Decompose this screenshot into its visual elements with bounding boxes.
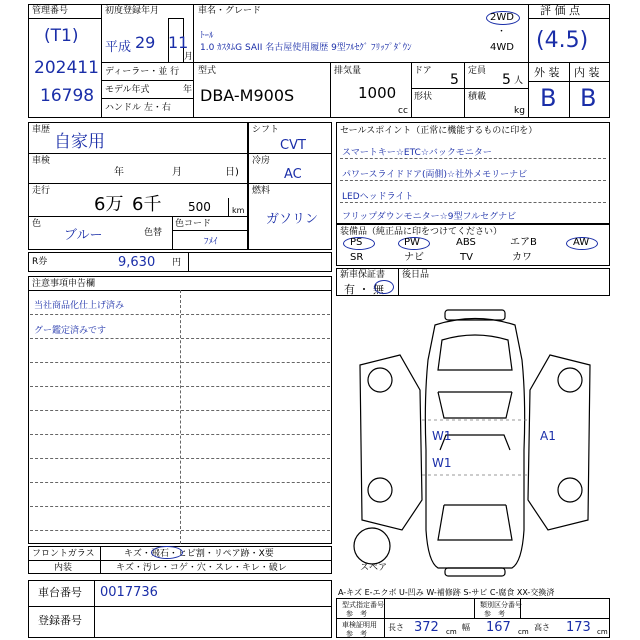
dealer-label: ディーラー・並 行 [105,67,180,77]
height-unit: cm [597,628,608,636]
disp-unit: cc [398,106,408,116]
damage-mark-w1-lower: W1 [432,456,452,470]
sales-point-2: パワースライドドア(両側)☆社外メモリーナビ [342,170,528,180]
ext-grade: B [540,84,557,112]
interior-label: 内装 [54,563,73,573]
equip-ps: PS [350,237,363,248]
name-line2: 1.0 ｶｽﾀﾑG SAII 名古屋使用履歴 9型ﾌﾙｾｸﾞ ﾌﾘｯﾌﾟﾀﾞｳﾝ [200,43,412,53]
drive-2wd: 2WD [490,12,514,23]
type-label: 型式 [198,66,217,76]
insp-month-unit: 月 [172,167,182,178]
type-approval-label: 型式指定番号 [342,601,384,609]
length-unit: cm [446,628,457,636]
front-glass-value: キズ・飛石・ヒビ割・リペア跡・X要 [124,549,274,559]
interior-value: キズ・汚レ・コゲ・穴・スレ・キレ・破レ [116,563,287,573]
equip-abs: ABS [456,237,476,248]
length-label: 長さ [388,623,404,632]
door-label: ドア [414,66,432,76]
color-label: 色 [32,219,42,229]
sales-point-4: フリップダウンモニター☆9型フルセグナビ [342,212,517,222]
equipment-title: 装備品（純正品に印をつけてください） [340,227,503,237]
rcard-label: R券 [32,257,48,267]
model-year-unit: 年 [183,85,193,95]
rcard-value: 9,630 [118,255,156,270]
later-label: 後日品 [402,270,430,280]
equip-tv: TV [460,252,473,263]
mileage-label: 走行 [32,186,51,196]
shift-label: シフト [252,125,280,135]
equip-sr: SR [350,252,364,263]
note-line-1: 当社商品化仕上げ済み [34,301,125,311]
type-approval-sub: 参 考 [346,610,367,618]
mileage-man: 6万 [94,194,124,215]
mgmt-num2: 16798 [40,86,95,106]
front-glass-label: フロントガラス [32,549,95,559]
month-unit: 月 [184,52,194,62]
load-label: 積載 [468,92,487,102]
height-value: 173 [566,620,591,635]
warranty-value: 有 ・ 無 [344,283,384,296]
mileage-500: 500 [188,200,211,214]
mgmt-code: (T1) [44,26,79,46]
color-code-label: 色コード [175,219,212,229]
name-label: 車名・グレード [198,6,262,16]
width-label: 幅 [462,623,470,632]
mileage-sen: 6千 [132,194,162,215]
insp-day-unit: 日) [225,167,239,178]
first-reg-label: 初度登録年月 [105,6,160,16]
sales-point-1: スマートキー☆ETC☆バックモニター [342,148,492,158]
insp-year-unit: 年 [114,167,124,178]
era: 平成 [105,40,132,55]
class-sub: 参 考 [484,610,505,618]
eval-score: (4.5) [536,28,589,53]
shape-label: 形状 [414,92,433,102]
mgmt-label: 管理番号 [32,6,69,16]
type-value: DBA-M900S [200,86,295,105]
capacity-unit: 人 [514,76,524,86]
reg-year: 29 [135,33,156,52]
notes-title: 注意事項申告欄 [32,279,96,289]
usage-value: 自家用 [54,132,105,152]
rcard-unit: 円 [172,258,182,268]
damage-legend: A-キズ E-エクボ U-凹み W-補修跡 S-サビ C-腐食 XX-交換済 [338,588,555,597]
reg-month: 11 [168,33,189,52]
damage-mark-a1: A1 [540,429,556,443]
mileage-unit: km [232,206,245,215]
capacity-label: 定員 [468,66,487,76]
ext-label: 外 装 [534,66,560,79]
reg-cert-sub: 参 考 [346,630,367,638]
name-line1: ﾄｰﾙ [200,31,214,41]
model-year-label: モデル年式 [105,85,150,95]
color-code-value: ﾌﾒｲ [204,237,218,247]
drive-dot: ・ [497,27,507,37]
cooler-value: AC [284,167,302,182]
mgmt-num1: 202411 [34,58,99,78]
reg-cert-label: 車検証明用 [342,621,377,629]
handle-label: ハンドル 左・右 [105,103,171,113]
capacity-value: 5 [502,72,511,88]
note-line-2: グー鑑定済みです [34,326,107,336]
height-label: 高さ [534,623,550,632]
load-unit: kg [514,106,525,116]
car-diagram [340,300,610,580]
int-grade: B [580,84,597,112]
spare-label: スペア [360,563,388,573]
fuel-value: ガソリン [266,212,319,227]
header-block [28,4,610,118]
eval-label: 評 価 点 [540,4,580,17]
chassis-label: 車台番号 [38,586,82,599]
equip-aw: AW [573,237,590,248]
cooler-label: 冷房 [252,156,271,166]
equip-navi: ナビ [404,252,424,263]
usage-label: 車歴 [32,125,51,135]
sales-point-3: LEDヘッドライト [342,192,414,202]
shift-value: CVT [280,138,306,153]
disp-value: 1000 [358,84,397,102]
equip-pw: PW [404,237,420,248]
damage-mark-w1-upper: W1 [432,429,452,443]
door-value: 5 [450,72,459,88]
equip-airbag: エアB [510,237,537,248]
int-label: 内 装 [574,66,600,79]
equip-leather: カワ [512,252,532,263]
iro-ban-label: 色替 [144,228,163,238]
width-unit: cm [518,628,529,636]
chassis-value: 0017736 [100,585,158,600]
length-value: 372 [414,620,439,635]
class-label: 類別区分番号 [480,601,522,609]
width-value: 167 [486,620,511,635]
reg-label: 登録番号 [38,614,82,627]
inspection-label: 車検 [32,156,51,166]
sales-points-title: セールスポイント（正常に機能するものに印を） [340,126,538,136]
warranty-label: 新車保証書 [340,270,386,280]
color-value: ブルー [64,228,103,243]
drive-4wd: 4WD [490,42,514,53]
disp-label: 排気量 [334,66,362,76]
fuel-label: 燃料 [252,186,271,196]
